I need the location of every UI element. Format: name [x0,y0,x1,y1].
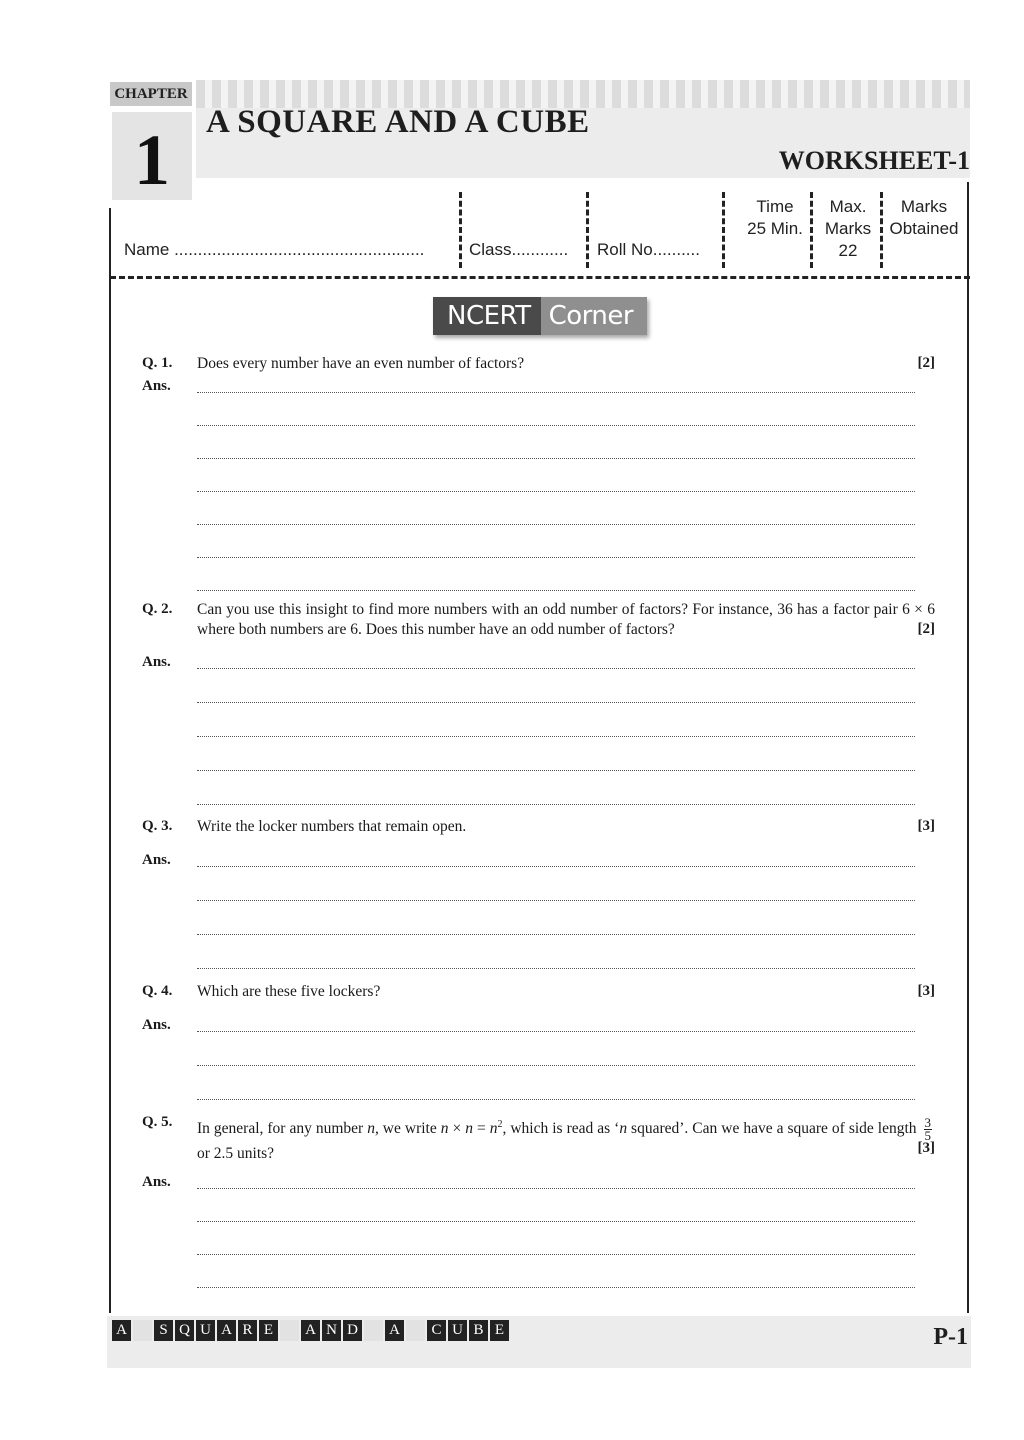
answer-line[interactable] [197,524,915,525]
answer-line[interactable] [197,491,915,492]
roll-no-field[interactable]: Roll No.......... [597,240,700,259]
footer-tile-spacer [406,1320,425,1341]
right-border [967,182,969,1313]
question-marks: [3] [917,983,935,999]
time-cell [735,196,815,240]
footer-tile: D [343,1320,362,1341]
fraction-numerator: 3 [924,1115,932,1131]
question-marks: [2] [917,355,935,371]
answer-line[interactable] [197,1254,915,1255]
answer-line[interactable] [197,1188,915,1189]
footer-tile: U [196,1320,215,1341]
header-dashed-separator [110,276,970,279]
info-divider [722,192,725,268]
footer-tile-spacer [364,1320,383,1341]
answer-line[interactable] [197,668,915,669]
fraction [924,1117,933,1142]
q5-text: , we write [374,1120,441,1138]
info-divider [586,192,589,268]
question-marks: [3] [917,818,935,834]
footer-title-tiles [112,1320,509,1341]
question-text: Does every number have an even number of factors? [197,355,525,372]
answer-line[interactable] [197,1031,915,1032]
answer-label: Ans. [142,852,171,868]
max-marks-label-2: Marks [824,219,872,238]
footer-tile: S [154,1320,173,1341]
q5-text: In general, for any number [197,1120,368,1138]
name-field[interactable]: Name ..................................................... [124,240,425,259]
question-text [197,1113,935,1166]
footer-tile: E [259,1320,278,1341]
answer-line[interactable] [197,900,915,901]
footer-tile: R [238,1320,257,1341]
answer-line[interactable] [197,1099,915,1100]
max-marks-cell [816,196,880,262]
footer-tile-spacer [280,1320,299,1341]
q5-text: , which is read as ‘ [502,1120,620,1138]
question-number: Q. 3. [142,818,173,834]
answer-line[interactable] [197,736,915,737]
answer-line[interactable] [197,1287,915,1288]
answer-label: Ans. [142,654,171,670]
chapter-number: 1 [112,112,192,200]
question-marks: [2] [917,621,935,637]
question-number: Q. 2. [142,601,173,617]
q5-text: or 2.5 units? [197,1145,275,1163]
q5-text: squared’. Can we have a square of side length [627,1120,921,1138]
marks-obtained-cell[interactable] [884,196,964,240]
times-sign: × [448,1120,466,1138]
answer-label: Ans. [142,1174,171,1190]
info-divider [459,192,462,268]
footer-tile: N [322,1320,341,1341]
left-border [109,208,111,1313]
footer-tile: C [427,1320,446,1341]
info-divider [880,192,883,268]
footer-tile: B [469,1320,488,1341]
class-field[interactable]: Class............ [469,240,569,259]
answer-line[interactable] [197,557,915,558]
var-n: n [367,1120,375,1138]
var-n: n [619,1120,628,1138]
answer-line[interactable] [197,934,915,935]
info-divider [810,192,813,268]
answer-line[interactable] [197,866,915,867]
max-marks-label: Max. [829,197,867,216]
answer-line[interactable] [197,1065,915,1066]
question-text: Can you use this insight to find more numbers with an odd number of factors? For instance, 36 has a factor pair 6 × 6 where both numbers are 6. Does this number have an odd number of factors? [197,601,935,638]
question-number: Q. 1. [142,355,173,371]
answer-line[interactable] [197,804,915,805]
badge-corner: Corner [541,297,647,335]
answer-label: Ans. [142,1017,171,1033]
footer-tile: A [301,1320,320,1341]
equals-sign: = [472,1120,490,1138]
max-marks-value: 22 [838,241,858,260]
fraction-denominator: 5 [924,1128,932,1144]
marks-obtained-label: Marks [900,197,948,216]
footer-tile: E [490,1320,509,1341]
question-text: Which are these five lockers? [197,983,381,1000]
exponent: 2 [497,1119,503,1130]
question-marks: [3] [917,1140,935,1156]
time-label: Time [756,197,794,216]
answer-line[interactable] [197,458,915,459]
answer-line[interactable] [197,702,915,703]
answer-line[interactable] [197,392,915,393]
answer-line[interactable] [197,1221,915,1222]
question-number: Q. 5. [142,1114,173,1130]
time-value: 25 Min. [747,219,803,238]
answer-line[interactable] [197,590,915,591]
var-n: n [465,1120,473,1138]
answer-line[interactable] [197,968,915,969]
marks-obtained-label-2: Obtained [889,219,959,238]
footer-tile: A [385,1320,404,1341]
ncert-corner-badge [433,297,647,335]
badge-ncert: NCERT [433,297,541,335]
page-number: P-1 [933,1324,968,1350]
chapter-label: CHAPTER [110,82,192,106]
chapter-title: A SQUARE AND A CUBE [206,104,590,140]
footer-tile-spacer [133,1320,152,1341]
footer-tile: U [448,1320,467,1341]
question-number: Q. 4. [142,983,173,999]
var-n: n [440,1120,449,1138]
var-n: n [489,1120,498,1138]
footer-tile: A [217,1320,236,1341]
footer-tile: A [112,1320,131,1341]
worksheet-title: WORKSHEET-1 [778,146,970,175]
answer-line[interactable] [197,425,915,426]
question-text: Write the locker numbers that remain open. [197,818,467,835]
footer-tile: Q [175,1320,194,1341]
answer-line[interactable] [197,770,915,771]
answer-label: Ans. [142,378,171,394]
